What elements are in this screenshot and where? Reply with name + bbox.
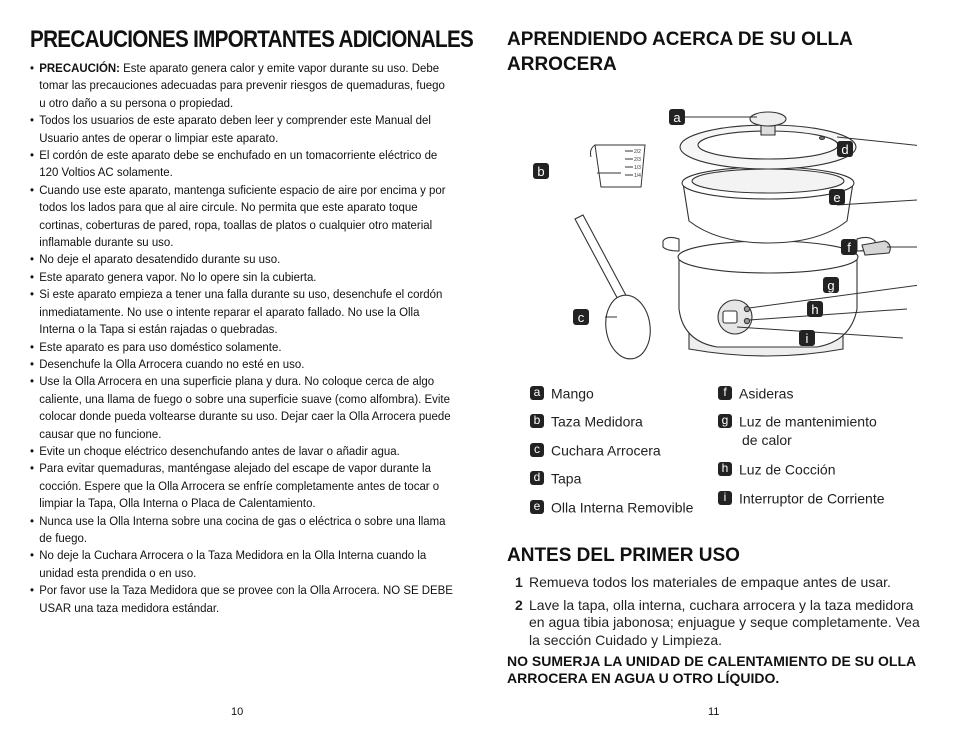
- svg-text:f: f: [847, 240, 851, 255]
- list-item: • Use la Olla Arrocera en una superficie plana y dura. No coloque cerca de algo caliente, una llama de fuego o sobre una superficie suave (como alfombra). Evite colocar donde pueda voltearse durante su uso. Dejar caer la Olla Arrocera puede causar que no funcione.: [30, 373, 453, 443]
- legend-item: h Luz de Cocción: [718, 460, 836, 477]
- warning-text: NO SUMERJA LA UNIDAD DE CALENTAMIENTO DE SU OLLA ARROCERA EN AGUA U OTRO LÍQUIDO.: [507, 653, 916, 686]
- list-item: 1 Remueva todos los materiales de empaque antes de usar.: [515, 574, 891, 590]
- cooker-body-illustration: [663, 112, 890, 356]
- svg-text:a: a: [673, 110, 681, 125]
- list-item: • Este aparato es para uso doméstico solamente.: [30, 339, 453, 356]
- svg-text:h: h: [811, 302, 819, 317]
- page-number: 11: [708, 706, 720, 718]
- page-title-precautions: PRECAUCIONES IMPORTANTES ADICIONALES: [30, 26, 474, 53]
- list-item: 2 Lave la tapa, olla interna, cuchara arrocera y la taza medidora en agua tibia jabonosa; enjuague y seque completamente. Vea la sección Cuidado y Limpieza.: [515, 596, 920, 648]
- svg-text:b: b: [537, 164, 545, 179]
- list-item: • No deje la Cuchara Arrocera o la Taza Medidora en la Olla Interna cuando la unidad esta prendida o en uso.: [30, 547, 453, 582]
- svg-text:1/4: 1/4: [634, 173, 641, 179]
- section-title-learn: APRENDIENDO ACERCA DE SU OLLA ARROCERA: [507, 29, 853, 75]
- page-number: 10: [231, 706, 244, 718]
- legend-item: a Mango: [530, 384, 594, 401]
- svg-text:d: d: [841, 142, 849, 157]
- caution-label: PRECAUCIÓN:: [39, 61, 120, 75]
- legend-item: f Asideras: [718, 384, 793, 401]
- list-item: • Este aparato genera vapor. No lo opere sin la cubierta.: [30, 269, 453, 286]
- legend-item: c Cuchara Arrocera: [530, 441, 661, 458]
- svg-text:g: g: [827, 278, 835, 293]
- svg-text:c: c: [577, 310, 585, 325]
- legend-item: i Interruptor de Corriente: [718, 489, 885, 506]
- list-item: • No deje el aparato desatendido durante su uso.: [30, 251, 453, 268]
- legend-item: e Olla Interna Removible: [530, 498, 693, 515]
- legend-item: g Luz de mantenimiento de calor: [718, 412, 877, 448]
- right-page: [477, 0, 954, 746]
- svg-text:2/2: 2/2: [634, 149, 641, 155]
- legend-item: b Taza Medidora: [530, 412, 643, 429]
- list-item: • Por favor use la Taza Medidora que se provee con la Olla Arrocera. NO SE DEBE USAR una taza medidora estándar.: [30, 582, 453, 617]
- svg-text:i: i: [805, 331, 809, 346]
- list-item: • Para evitar quemaduras, manténgase alejado del escape de vapor durante la cocción. Espere que la Olla Arrocera se enfríe completamente antes de tocar o limpiar la Tapa, Olla Interna o Placa de Calentamiento.: [30, 460, 453, 512]
- list-item: • Nunca use la Olla Interna sobre una cocina de gas o eléctrica o sobre una llama de fuego.: [30, 513, 453, 548]
- list-item: • Desenchufe la Olla Arrocera cuando no esté en uso.: [30, 356, 453, 373]
- rice-cooker-diagram: [517, 95, 917, 367]
- precautions-list: [30, 60, 453, 617]
- list-item: • Si este aparato empieza a tener una falla durante su uso, desenchufe el cordón inmediatamente. No use o intente reparar el aparato fallado. No use la Olla Interna o la Tapa si están rajadas o quebradas.: [30, 286, 453, 338]
- first-use-steps: [515, 574, 925, 654]
- rice-paddle-illustration: [575, 215, 654, 362]
- svg-text:1/3: 1/3: [634, 165, 641, 171]
- svg-text:2/3: 2/3: [634, 157, 641, 163]
- list-item: • Todos los usuarios de este aparato deben leer y comprender este Manual del Usuario antes de operar o limpiar este aparato.: [30, 112, 453, 147]
- list-item: • Evite un choque eléctrico desenchufando antes de lavar o añadir agua.: [30, 443, 453, 460]
- list-item: • Cuando use este aparato, mantenga suficiente espacio de aire por encima y por todos los lados para que al aire circule. No permita que este aparato toque cortinas, coberturas de pared, ropa, toallas de platos o cualquier otro material inflamable durante su uso.: [30, 182, 453, 252]
- svg-text:e: e: [833, 190, 841, 205]
- measuring-cup-illustration: [591, 145, 646, 187]
- list-item: • El cordón de este aparato debe se enchufado en un tomacorriente eléctrico de 120 Voltios AC solamente.: [30, 147, 453, 182]
- section-title-first-use: ANTES DEL PRIMER USO: [507, 545, 740, 566]
- legend-item: d Tapa: [530, 469, 581, 486]
- list-item: • PRECAUCIÓN: Este aparato genera calor y emite vapor durante su uso. Debe tomar las precauciones adecuadas para prevenir riesgos de quemaduras, fuego u otro daño a su persona o propiedad.: [30, 60, 453, 112]
